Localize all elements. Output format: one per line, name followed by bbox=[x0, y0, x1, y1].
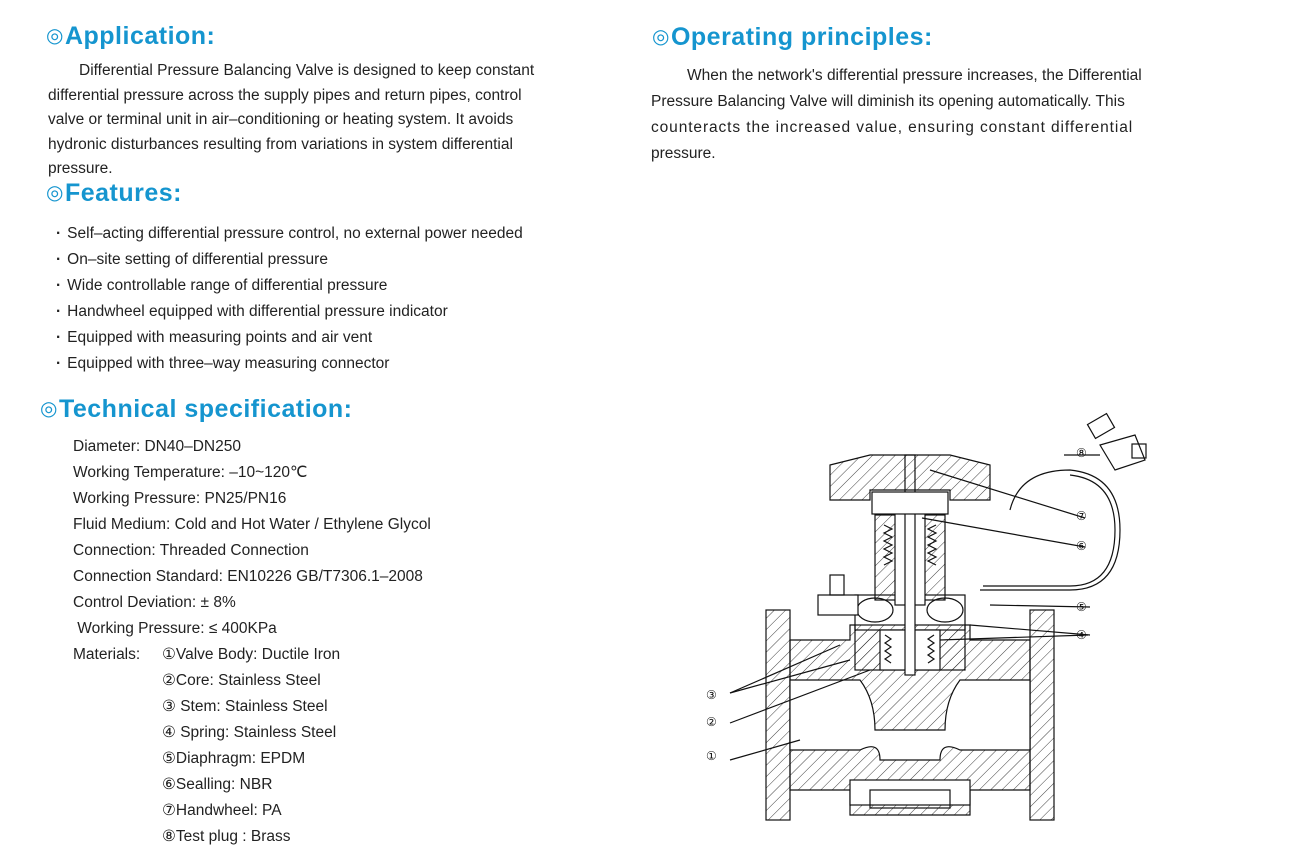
feature-item: · Equipped with measuring points and air vent bbox=[56, 329, 373, 346]
callout-4: ④ bbox=[1076, 628, 1087, 642]
spec-list bbox=[73, 434, 431, 850]
spec-row: Connection: Threaded Connection bbox=[73, 542, 309, 559]
callout-2: ② bbox=[706, 715, 717, 729]
operating-line: Pressure Balancing Valve will diminish its opening automatically. This bbox=[651, 93, 1125, 110]
material-item: ⑥Sealling: NBR bbox=[162, 776, 273, 793]
material-item: ⑧Test plug : Brass bbox=[162, 828, 291, 845]
feature-item: · Wide controllable range of differential pressure bbox=[56, 277, 388, 294]
callout-3: ③ bbox=[706, 688, 717, 702]
materials-row bbox=[73, 642, 431, 668]
spec-row: Control Deviation: ± 8% bbox=[73, 594, 236, 611]
feature-item: · Handwheel equipped with differential pressure indicator bbox=[56, 303, 448, 320]
callout-8: ⑧ bbox=[1076, 446, 1087, 460]
application-title: Application: bbox=[64, 22, 216, 50]
feature-item: · On–site setting of differential pressure bbox=[56, 251, 328, 268]
spec-row: Fluid Medium: Cold and Hot Water / Ethylene Glycol bbox=[73, 516, 431, 533]
application-heading bbox=[46, 22, 215, 51]
callout-5: ⑤ bbox=[1076, 600, 1087, 614]
application-line: differential pressure across the supply pipes and return pipes, control bbox=[48, 86, 522, 104]
application-paragraph bbox=[48, 59, 534, 182]
operating-line: When the network's differential pressure increases, the Differential bbox=[687, 67, 1142, 84]
features-list bbox=[56, 221, 523, 377]
operating-title: Operating principles: bbox=[670, 23, 933, 51]
application-line: valve or terminal unit in air–conditioning or heating system. It avoids bbox=[48, 111, 514, 128]
operating-line: counteracts the increased value, ensuring constant differential bbox=[651, 119, 1134, 136]
features-heading bbox=[46, 179, 182, 208]
feature-item: · Equipped with three–way measuring connector bbox=[56, 355, 390, 372]
material-item: ⑦Handwheel: PA bbox=[162, 802, 282, 819]
heading-mark: ◎ bbox=[46, 182, 64, 204]
technical-heading bbox=[40, 395, 353, 424]
callout-1: ① bbox=[706, 749, 717, 763]
spec-row: Working Pressure: PN25/PN16 bbox=[73, 490, 287, 507]
spec-row: Diameter: DN40–DN250 bbox=[73, 438, 241, 455]
application-line: hydronic disturbances resulting from variations in system differential bbox=[48, 135, 513, 153]
heading-mark: ◎ bbox=[46, 25, 64, 47]
operating-paragraph bbox=[651, 63, 1142, 167]
material-item: ①Valve Body: Ductile Iron bbox=[162, 646, 341, 663]
technical-title: Technical specification: bbox=[58, 395, 353, 423]
spec-row: Working Pressure: ≤ 400KPa bbox=[73, 620, 277, 637]
heading-mark: ◎ bbox=[652, 26, 670, 48]
material-item: ②Core: Stainless Steel bbox=[162, 672, 321, 689]
features-title: Features: bbox=[64, 179, 182, 207]
spec-row: Working Temperature: –10~120℃ bbox=[73, 464, 308, 481]
feature-item: · Self–acting differential pressure control, no external power needed bbox=[56, 225, 523, 242]
material-item: ③ Stem: Stainless Steel bbox=[162, 698, 328, 715]
application-line: Differential Pressure Balancing Valve is designed to keep constant bbox=[79, 62, 535, 79]
material-item: ⑤Diaphragm: EPDM bbox=[162, 750, 306, 767]
material-item: ④ Spring: Stainless Steel bbox=[162, 724, 337, 741]
callout-7: ⑦ bbox=[1076, 509, 1087, 523]
spec-row: Connection Standard: EN10226 GB/T7306.1–2008 bbox=[73, 568, 423, 585]
callout-6: ⑥ bbox=[1076, 539, 1087, 553]
valve-cross-section-diagram bbox=[690, 400, 1190, 830]
application-line: pressure. bbox=[48, 160, 113, 177]
heading-mark: ◎ bbox=[40, 398, 58, 420]
operating-line: pressure. bbox=[651, 145, 716, 162]
operating-heading bbox=[652, 23, 933, 52]
materials-label: Materials: bbox=[73, 646, 141, 663]
